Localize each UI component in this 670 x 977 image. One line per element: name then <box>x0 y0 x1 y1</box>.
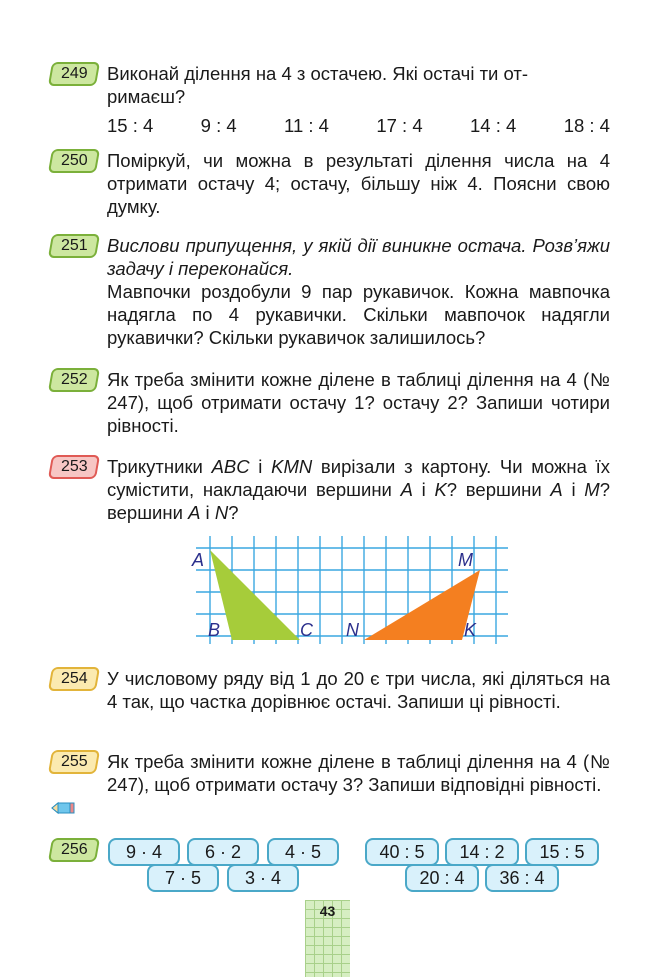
expression-card: 4 · 5 <box>267 838 339 866</box>
label-c: C <box>300 620 313 640</box>
triangle-abc <box>210 550 300 640</box>
task-number-255: 255 <box>48 750 100 774</box>
task-251-hint: Вислови припущення, у якій дії виникне остача. Розв’яжи задачу і переконайся. <box>107 235 610 279</box>
expression-card: 36 : 4 <box>485 864 559 892</box>
page-number: 43 <box>319 903 336 919</box>
task-254-text: У числовому ряду від 1 до 20 є три числа, які діляться на 4 так, що частка дорівнює остачі. Запиши ці рівності. <box>107 668 610 712</box>
expression-card: 14 : 2 <box>445 838 519 866</box>
expression-card: 40 : 5 <box>365 838 439 866</box>
expression: 15 : 4 <box>107 115 154 136</box>
task-number-251: 251 <box>48 234 100 258</box>
expression-card: 15 : 5 <box>525 838 599 866</box>
label-n: N <box>346 620 359 640</box>
label-m: M <box>458 550 473 570</box>
task-251-text: Мавпочки роздобули 9 пар рукавичок. Кожна мавпочка надягла по 4 рукавички. Скільки мавпочок надягли рукавички? Скільки рукавичок залишилось? <box>107 281 610 348</box>
task-249 <box>50 62 610 142</box>
task-250-text: Поміркуй, чи можна в результаті ділення числа на 4 отримати остачу 4; остачу, більшу ніж 4. Поясни свою думку. <box>107 150 610 217</box>
task-249-line-1: Виконай ділення на 4 з остачею. Які остачі ти от- <box>107 63 529 84</box>
task-252-text: Як треба змінити кожне ділене в таблиці ділення на 4 (№ 247), щоб отримати остачу 1? остачу 2? Запиши чотири рівності. <box>107 369 610 436</box>
label-a: A <box>192 550 205 570</box>
label-k: K <box>464 620 477 640</box>
task-number-256: 256 <box>48 838 100 862</box>
expression: 9 : 4 <box>200 115 237 136</box>
task-number-249: 249 <box>48 62 100 86</box>
task-253-text: Трикутники ABC і KMN вирізали з картону. Чи можна їх сумістити, накладаючи вершини A і K? вершини A і M? вершини A і N? <box>107 456 611 523</box>
expression-card: 20 : 4 <box>405 864 479 892</box>
expression-card: 3 · 4 <box>227 864 299 892</box>
pencil-icon <box>50 800 78 816</box>
expression: 18 : 4 <box>563 115 610 136</box>
expression-card: 6 · 2 <box>187 838 259 866</box>
task-249-expressions <box>107 114 610 137</box>
task-251-body <box>107 234 610 349</box>
task-249-body <box>107 62 610 137</box>
triangle-kmn <box>364 570 480 640</box>
task-255-text: Як треба змінити кожне ділене в таблиці ділення на 4 (№ 247), щоб отримати остачу 3? Запиши відповідні рівності. <box>107 751 610 795</box>
task-249-line-2: римаєш? <box>107 86 186 107</box>
expression: 17 : 4 <box>376 115 423 136</box>
task-number-252: 252 <box>48 368 100 392</box>
triangles-figure <box>186 536 516 648</box>
expression: 11 : 4 <box>284 115 329 136</box>
expression: 14 : 4 <box>470 115 517 136</box>
label-b: B <box>208 620 221 640</box>
expression-card: 9 · 4 <box>108 838 180 866</box>
task-number-250: 250 <box>48 149 100 173</box>
task-number-253: 253 <box>48 455 100 479</box>
task-number-254: 254 <box>48 667 100 691</box>
expression-card: 7 · 5 <box>147 864 219 892</box>
